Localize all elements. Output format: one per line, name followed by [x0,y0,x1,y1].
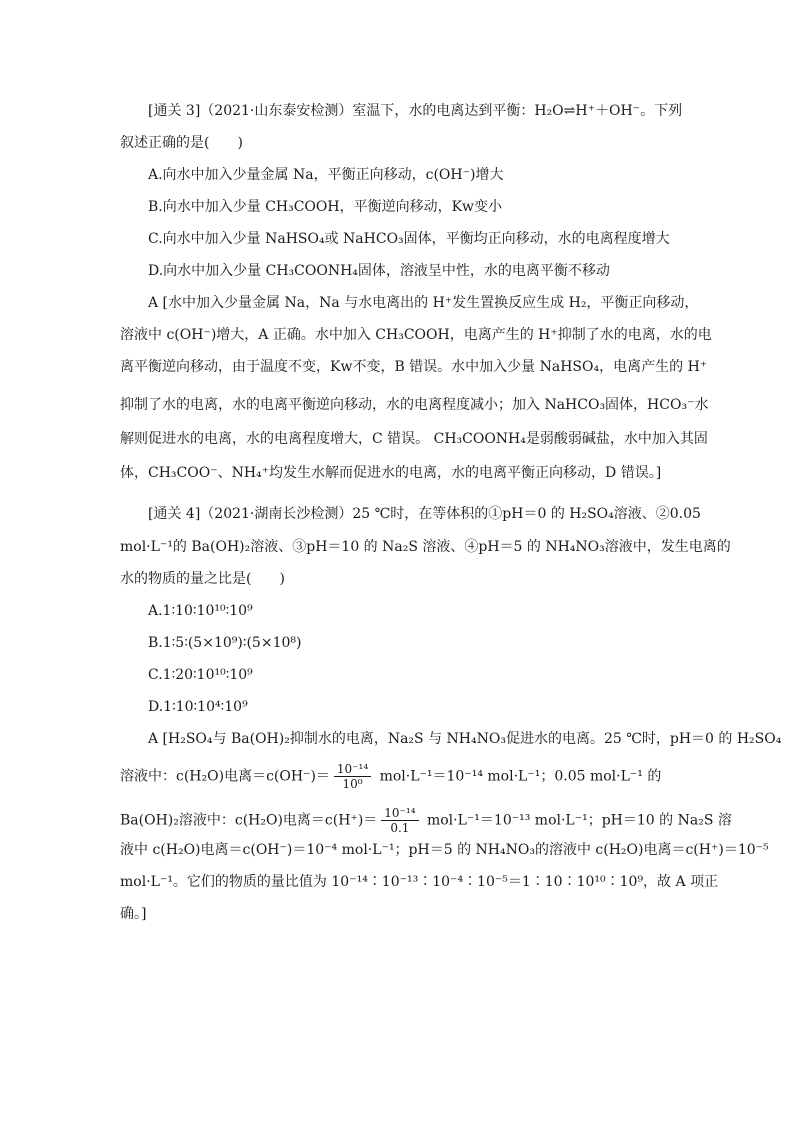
fraction-numerator: 10⁻¹⁴ [381,806,418,821]
q4-option-d: D.1∶10∶10⁴∶10⁹ [148,699,248,715]
q4-answer-line-1: A [H₂SO₄与 Ba(OH)₂抑制水的电离，Na₂S 与 NH₄NO₃促进水的电离。25 ℃时，pH＝0 的 H₂SO₄ [148,731,782,747]
q3-option-d: D.向水中加入少量 CH₃COONH₄固体，溶液呈中性，水的电离平衡不移动 [148,263,610,279]
q4-answer-line-3-pre: Ba(OH)₂溶液中：c(H₂O)电离＝c(H⁺)＝ [120,812,378,829]
q3-option-c: C.向水中加入少量 NaHSO₄或 NaHCO₃固体，平衡均正向移动，水的电离程度增大 [148,231,670,247]
q4-answer-line-2-pre: 溶液中：c(H₂O)电离＝c(OH⁻)＝ [120,768,330,785]
q4-stem-line-3: 水的物质的量之比是( ) [120,571,285,587]
q4-stem-line-1: [通关 4]（2021·湖南长沙检测）25 ℃时，在等体积的①pH＝0 的 H₂SO₄溶液、②0.05 [148,506,701,522]
q4-answer-line-2 [120,762,661,791]
q3-stem-line-2: 叙述正确的是( ) [120,135,243,151]
q4-answer-line-5: mol·L⁻¹。它们的物质的量比值为 10⁻¹⁴∶10⁻¹³∶10⁻⁴∶10⁻⁵＝1∶10∶10¹⁰∶10⁹，故 A 项正 [120,874,719,890]
fraction [334,762,371,791]
q4-answer-line-2-post: mol·L⁻¹＝10⁻¹⁴ mol·L⁻¹；0.05 mol·L⁻¹ 的 [375,768,662,785]
q4-option-a: A.1∶10∶10¹⁰∶10⁹ [148,603,253,619]
q4-option-c: C.1∶20∶10¹⁰∶10⁹ [148,667,253,683]
q4-option-b: B.1∶5∶(5×10⁹)∶(5×10⁸) [148,635,302,651]
q4-answer-line-6: 确。] [120,906,147,922]
q3-option-b: B.向水中加入少量 CH₃COOH，平衡逆向移动，Kw变小 [148,199,503,215]
fraction-denominator: 0.1 [390,821,410,835]
q3-option-a: A.向水中加入少量金属 Na，平衡正向移动，c(OH⁻)增大 [148,167,504,183]
q4-answer-line-3 [120,806,732,835]
q3-answer-line-3: 离平衡逆向移动，由于温度不变，Kw不变，B 错误。水中加入少量 NaHSO₄，电离产生的 H⁺ [120,359,708,375]
q3-answer-line-4: 抑制了水的电离，水的电离平衡逆向移动，水的电离程度减小；加入 NaHCO₃固体，HCO₃⁻水 [120,397,709,413]
q4-stem-line-2: mol·L⁻¹的 Ba(OH)₂溶液、③pH＝10 的 Na₂S 溶液、④pH＝5 的 NH₄NO₃溶液中，发生电离的 [120,539,731,555]
q3-stem-line-1: [通关 3]（2021·山东泰安检测）室温下，水的电离达到平衡：H₂O⇌H⁺＋OH⁻。下列 [148,103,683,119]
fraction [381,806,418,835]
q4-answer-line-3-post: mol·L⁻¹＝10⁻¹³ mol·L⁻¹；pH＝10 的 Na₂S 溶 [422,812,732,829]
fraction-denominator: 10⁰ [342,777,363,791]
q4-answer-line-4: 液中 c(H₂O)电离＝c(OH⁻)＝10⁻⁴ mol·L⁻¹；pH＝5 的 NH₄NO₃的溶液中 c(H₂O)电离＝c(H⁺)＝10⁻⁵ [120,842,769,858]
q3-answer-line-6: 体，CH₃COO⁻、NH₄⁺均发生水解而促进水的电离，水的电离平衡正向移动，D 错误。] [120,465,662,481]
q3-answer-line-2: 溶液中 c(OH⁻)增大，A 正确。水中加入 CH₃COOH，电离产生的 H⁺抑制了水的电离，水的电 [120,327,712,343]
fraction-numerator: 10⁻¹⁴ [334,762,371,777]
q3-answer-line-5: 解则促进水的电离，水的电离程度增大，C 错误。 CH₃COONH₄是弱酸弱碱盐，水中加入其固 [120,431,708,447]
q3-answer-line-1: A [水中加入少量金属 Na，Na 与水电离出的 H⁺发生置换反应生成 H₂，平衡正向移动， [148,295,699,311]
